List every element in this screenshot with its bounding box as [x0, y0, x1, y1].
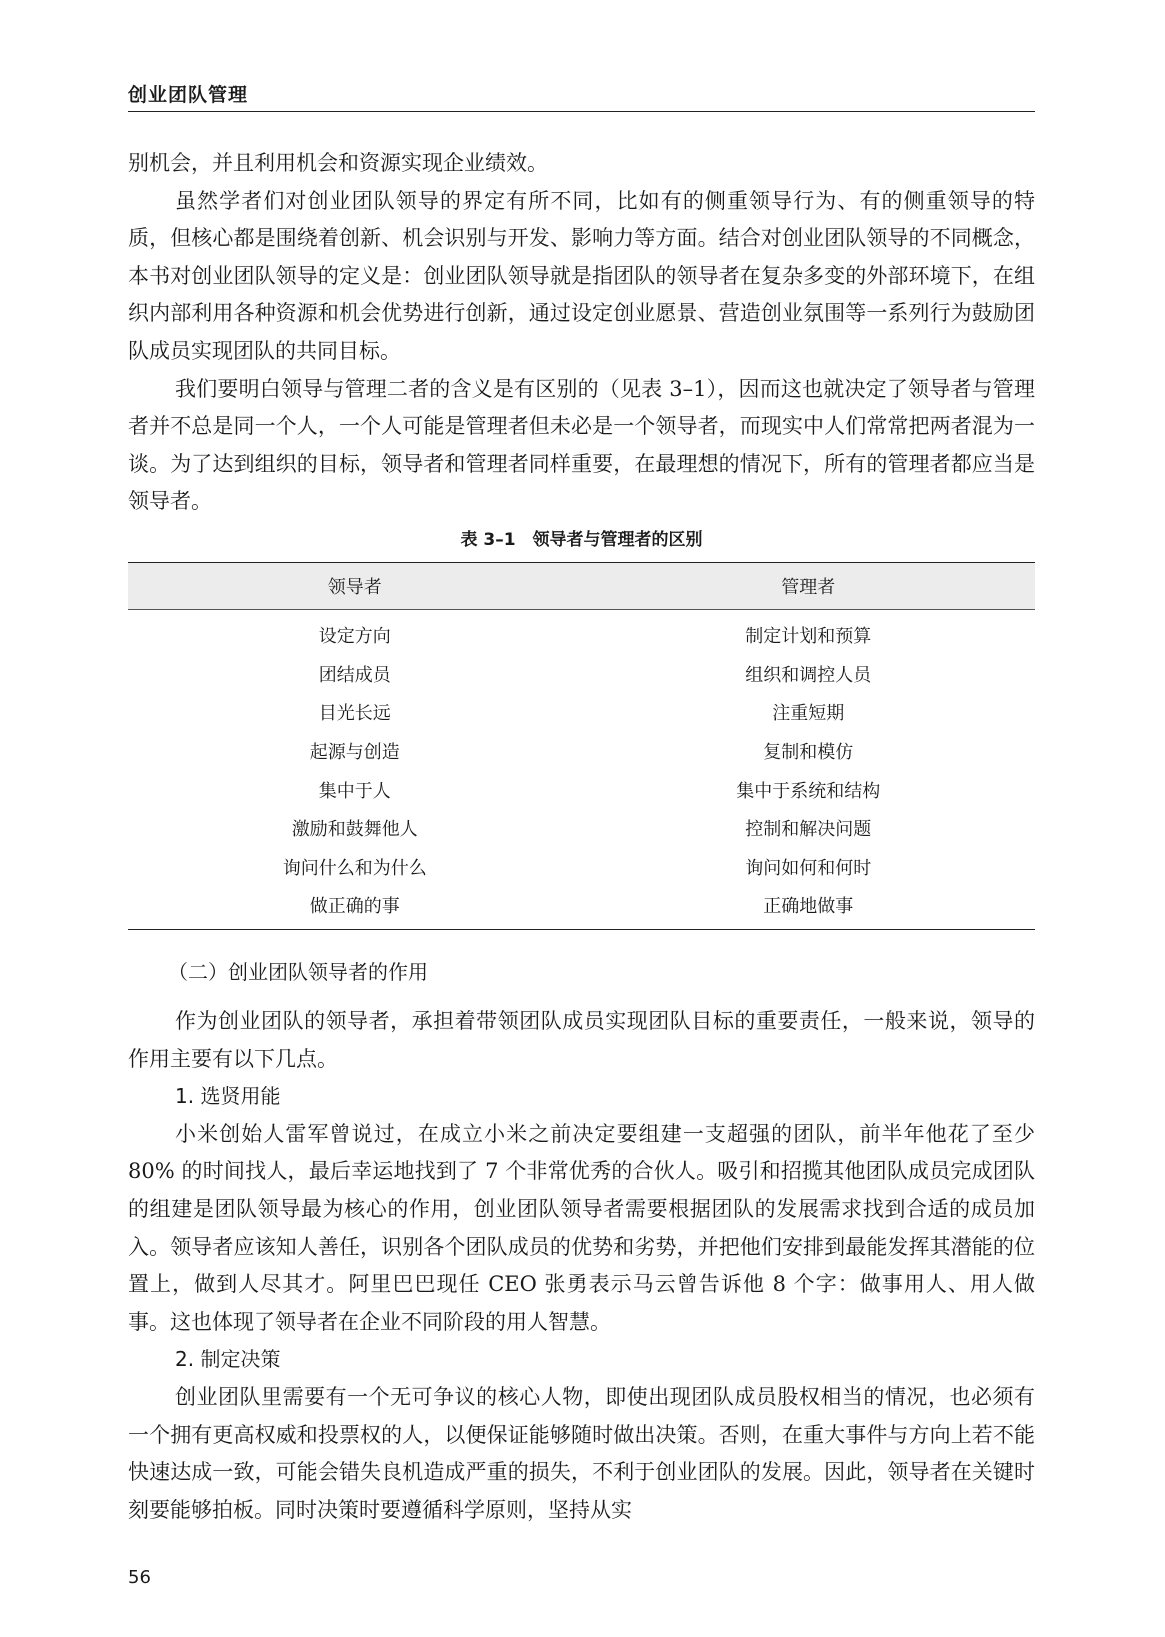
table-row [128, 610, 1035, 655]
table-row [128, 809, 1035, 848]
section-heading: （二）创业团队领导者的作用 [168, 960, 428, 984]
table-cell: 做正确的事 [128, 886, 582, 929]
table-cell: 团结成员 [318, 664, 391, 686]
table-cell: 设定方向 [318, 626, 391, 648]
table-cell: 控制和解决问题 [745, 819, 872, 841]
subsection-heading: 2. 制定决策 [175, 1347, 281, 1372]
paragraph: 小米创始人雷军曾说过，在成立小米之前决定要组建一支超强的团队，前半年他花了至少 80% 的时间找人，最后幸运地找到了 7 个非常优秀的合伙人。吸引和招揽其他团队成员完成团队的组建是团队领导最为核心的作用，创业团队领导者需要根据团队的发展需求找到合适的成员加入。领导者应该知人善任，识别各个团队成员的优势和劣势，并把他们安排到最能发挥其潜能的位置上，做到人尽其才。阿里巴巴现任 CEO 张勇表示马云曾告诉他 8 个字：做事用人、用人做事。这也体现了领导者在企业不同阶段的用人智慧。 [128, 1121, 1035, 1334]
table-row [128, 655, 1035, 694]
table-cell: 目光长远 [318, 703, 391, 725]
table-header-leader: 领导者 [128, 563, 582, 610]
table-cell: 起源与创造 [309, 742, 400, 764]
header-rule [128, 111, 1035, 112]
page-number: 56 [128, 1567, 151, 1588]
table-cell: 正确地做事 [582, 886, 1036, 929]
table-cell: 激励和鼓舞他人 [291, 819, 418, 841]
table-cell: 询问如何和何时 [745, 857, 872, 879]
table-cell: 集中于系统和结构 [736, 780, 881, 802]
table-cell: 集中于人 [318, 780, 391, 802]
book-page [128, 0, 1035, 1637]
comparison-table [128, 562, 1035, 930]
paragraph: 我们要明白领导与管理二者的含义是有区别的（见表 3–1），因而这也就决定了领导者与管理者并不总是同一个人，一个人可能是管理者但未必是一个领导者，而现实中人们常常把两者混为一谈。为了达到组织的目标，领导者和管理者同样重要，在最理想的情况下，所有的管理者都应当是领导者。 [128, 376, 1035, 514]
table-cell: 询问什么和为什么 [282, 857, 427, 879]
table-row [128, 693, 1035, 732]
paragraph: 作为创业团队的领导者，承担着带领团队成员实现团队目标的重要责任，一般来说，领导的作用主要有以下几点。 [128, 1009, 1035, 1071]
paragraph: 虽然学者们对创业团队领导的界定有所不同，比如有的侧重领导行为、有的侧重领导的特质，但核心都是围绕着创新、机会识别与开发、影响力等方面。结合对创业团队领导的不同概念，本书对创业团队领导的定义是：创业团队领导就是指团队的领导者在复杂多变的外部环境下，在组织内部利用各种资源和机会优势进行创新，通过设定创业愿景、营造创业氛围等一系列行为鼓励团队成员实现团队的共同目标。 [128, 188, 1035, 363]
paragraph: 创业团队里需要有一个无可争议的核心人物，即使出现团队成员股权相当的情况，也必须有一个拥有更高权威和投票权的人，以便保证能够随时做出决策。否则，在重大事件与方向上若不能快速达成一致，可能会错失良机造成严重的损失，不利于创业团队的发展。因此，领导者在关键时刻要能够拍板。同时决策时要遵循科学原则，坚持从实 [128, 1384, 1035, 1522]
table-header-manager: 管理者 [582, 563, 1036, 610]
table-row [128, 886, 1035, 929]
paragraph: 别机会，并且利用机会和资源实现企业绩效。 [128, 151, 548, 175]
table-cell: 制定计划和预算 [745, 626, 872, 648]
body-text-top [128, 145, 1035, 521]
table-cell: 组织和调控人员 [745, 664, 872, 686]
subsection-heading: 1. 选贤用能 [175, 1084, 281, 1109]
table-row [128, 732, 1035, 771]
table-cell: 注重短期 [772, 703, 845, 725]
table-row [128, 770, 1035, 809]
running-head: 创业团队管理 [128, 84, 249, 106]
table-row [128, 848, 1035, 887]
table-header-row [128, 563, 1035, 610]
body-text-bottom [128, 1003, 1035, 1529]
table-cell: 复制和模仿 [763, 742, 854, 764]
table-caption: 表 3–1 领导者与管理者的区别 [460, 530, 703, 550]
